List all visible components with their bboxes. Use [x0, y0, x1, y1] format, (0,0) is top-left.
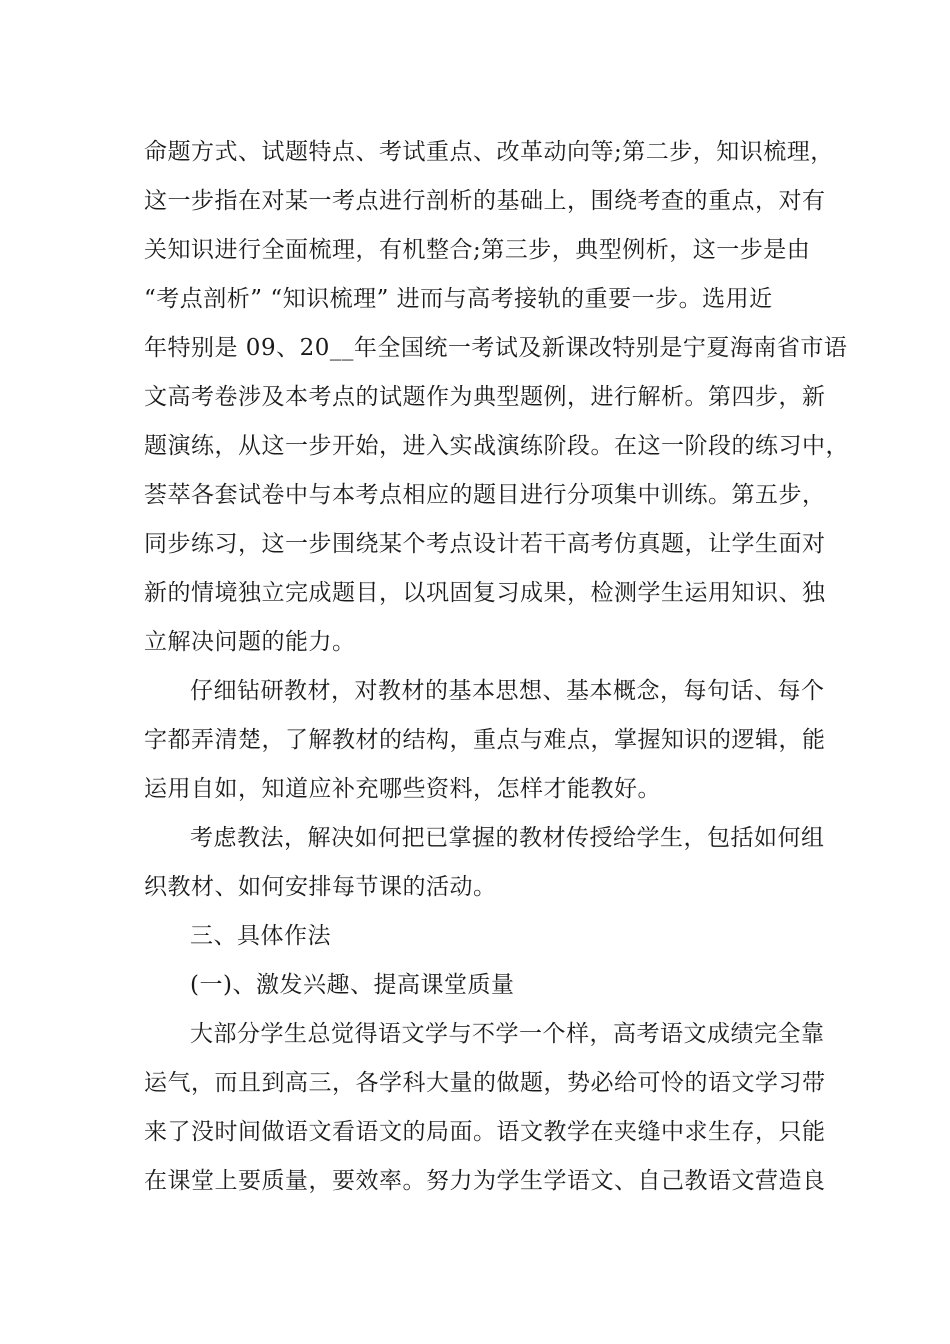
text-line: 年特别是 09、20__年全国统一考试及新课改特别是宁夏海南省市语 — [144, 335, 848, 361]
text-line: 大部分学生总觉得语文学与不学一个样，高考语文成绩完全靠 — [190, 1021, 825, 1047]
document-body — [144, 128, 849, 1206]
text-line: 三、具体作法 — [190, 923, 331, 949]
text-line: 命题方式、试题特点、考试重点、改革动向等;第二步，知识梳理， — [144, 139, 834, 165]
text-line: 关知识进行全面梳理，有机整合;第三步，典型例析，这一步是由 — [144, 237, 811, 263]
text-line: 来了没时间做语文看语文的局面。语文教学在夹缝中求生存，只能 — [144, 1119, 826, 1145]
text-line: 字都弄清楚，了解教材的结构，重点与难点，掌握知识的逻辑，能 — [144, 727, 826, 753]
text-line: 立解决问题的能力。 — [144, 629, 356, 655]
text-line: 新的情境独立完成题目，以巩固复习成果，检测学生运用知识、独 — [144, 580, 826, 606]
text-line: 仔细钻研教材，对教材的基本思想、基本概念，每句话、每个 — [190, 678, 825, 704]
text-line: “考点剖析” “知识梳理” 进而与高考接轨的重要一步。选用近 — [144, 286, 773, 312]
text-line: 考虑教法，解决如何把已掌握的教材传授给学生，包括如何组 — [190, 825, 825, 851]
text-line: 在课堂上要质量，要效率。努力为学生学语文、自己教语文营造良 — [144, 1168, 826, 1194]
text-line: 运气，而且到高三，各学科大量的做题，势必给可怜的语文学习带 — [144, 1070, 826, 1096]
text-line: 文高考卷涉及本考点的试题作为典型题例，进行解析。第四步，新 — [144, 384, 826, 410]
text-line: 这一步指在对某一考点进行剖析的基础上，围绕考查的重点，对有 — [144, 188, 826, 214]
text-line: (一)、激发兴趣、提高课堂质量 — [190, 972, 515, 998]
text-line: 同步练习，这一步围绕某个考点设计若干高考仿真题，让学生面对 — [144, 531, 826, 557]
text-line: 织教材、如何安排每节课的活动。 — [144, 874, 497, 900]
text-line: 题演练，从这一步开始，进入实战演练阶段。在这一阶段的练习中， — [144, 433, 849, 459]
text-line: 荟萃各套试卷中与本考点相应的题目进行分项集中训练。第五步， — [144, 482, 826, 508]
text-line: 运用自如，知道应补充哪些资料，怎样才能教好。 — [144, 776, 661, 802]
